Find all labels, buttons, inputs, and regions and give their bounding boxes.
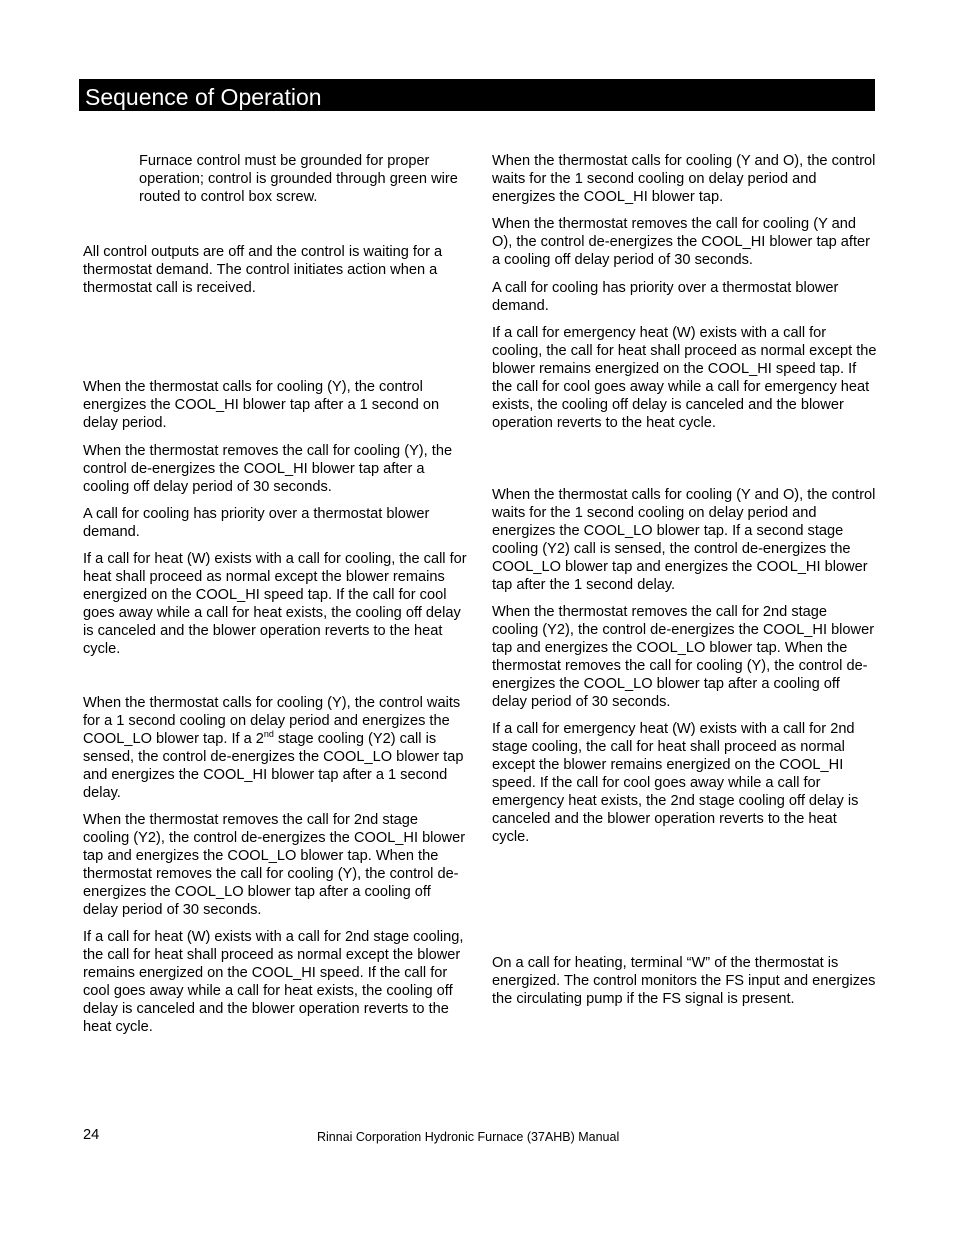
footer-manual-title: Rinnai Corporation Hydronic Furnace (37AHB) Manual [317,1130,620,1144]
two-stage-cooling-on-text: When the thermostat calls for cooling (Y), the control waits for a 1 second cooling on delay period and energizes the COOL_LO blower tap. If a 2 [83,695,461,747]
section-header-bar [79,79,875,111]
heat-pump-two-stage-cooling-on: When the thermostat calls for cooling (Y and O), the control waits for the 1 second cooling on delay period and energizes the COOL_LO blower tap. If a second stage cooling (Y2) call is sensed, the control de-energizes the COOL_LO blower tap and energizes the COOL_HI blower tap after the 1 second delay. [492,487,876,593]
grounding-note: Furnace control must be grounded for proper operation; control is grounded through green wire routed to control box screw. [139,153,458,205]
page-number: 24 [83,1127,100,1143]
single-stage-cooling-on: When the thermostat calls for cooling (Y), the control energizes the COOL_HI blower tap after a 1 second on delay period. [83,379,440,431]
heat-with-2nd-stage-paragraph: If a call for heat (W) exists with a call for 2nd stage cooling, the call for heat shall proceed as normal except the blower remains energized on the COOL_HI speed. If the call for cool goes away while a call for heat exists, the cooling off delay is canceled and the blower operation reverts to the heat cycle. [83,929,464,1035]
cooling-priority-note: A call for cooling has priority over a thermostat blower demand. [83,506,430,540]
single-stage-cooling-off: When the thermostat removes the call for cooling (Y), the control de-energizes the COOL_HI blower tap after a cooling off delay period of 30 seconds. [83,443,453,495]
heat-pump-cooling-on: When the thermostat calls for cooling (Y and O), the control waits for the 1 second cooling on delay period and energizes the COOL_HI blower tap. [492,153,876,205]
two-stage-cooling-on-text-cont: stage cooling (Y2) call is sensed, the control de-energizes the COOL_LO blower tap and energizes the COOL_HI blower tap after a 1 second delay. [83,731,464,801]
heat-with-cooling-paragraph: If a call for heat (W) exists with a call for cooling, the call for heat shall proceed as normal except the blower remains energized on the COOL_HI speed tap. If the call for cool goes away while a call for heat exists, the cooling off delay is canceled and the blower operation reverts to the heat cycle. [83,551,467,657]
two-stage-cooling-off: When the thermostat removes the call for 2nd stage cooling (Y2), the control de-energizes the COOL_HI blower tap and energizes the COOL_LO blower tap. When the thermostat removes the call for cooling (Y), the control de-energizes the COOL_LO blower tap after a cooling off delay period of 30 seconds. [83,812,466,918]
emergency-heat-with-2nd-stage: If a call for emergency heat (W) exists with a call for 2nd stage cooling, the call for heat shall proceed as normal except the blower remains energized on the COOL_HI speed. If the call for cool goes away while a call for emergency heat exists, the 2nd stage cooling off delay is canceled and the blower operation reverts to the heat cycle. [492,721,859,845]
standby-paragraph: All control outputs are off and the control is waiting for a thermostat demand. The control initiates action when a thermostat call is received. [83,244,443,296]
two-stage-cooling-on [83,694,468,802]
emergency-heat-with-cooling: If a call for emergency heat (W) exists with a call for cooling, the call for heat shall proceed as normal except the blower remains energized on the COOL_HI speed tap. If the call for cool goes away while a call for emergency heat exists, the cooling off delay is canceled and the blower operation reverts to the heat cycle. [492,325,877,431]
page-title: Sequence of Operation [85,84,322,110]
heat-pump-cooling-off: When the thermostat removes the call for cooling (Y and O), the control de-energizes the COOL_HI blower tap after a cooling off delay period of 30 seconds. [492,216,870,268]
superscript-nd: nd [263,729,274,740]
heat-pump-two-stage-cooling-off: When the thermostat removes the call for 2nd stage cooling (Y2), the control de-energizes the COOL_HI blower tap and energizes the COOL_LO blower tap. When the thermostat removes the call for cooling (Y), the control de-energizes the COOL_LO blower tap after a cooling off delay period of 30 seconds. [492,604,875,710]
heating-call-paragraph: On a call for heating, terminal “W” of the thermostat is energized. The control monitors the FS input and energizes the circulating pump if the FS signal is present. [492,955,876,1007]
heat-pump-cooling-priority: A call for cooling has priority over a thermostat blower demand. [492,280,839,314]
